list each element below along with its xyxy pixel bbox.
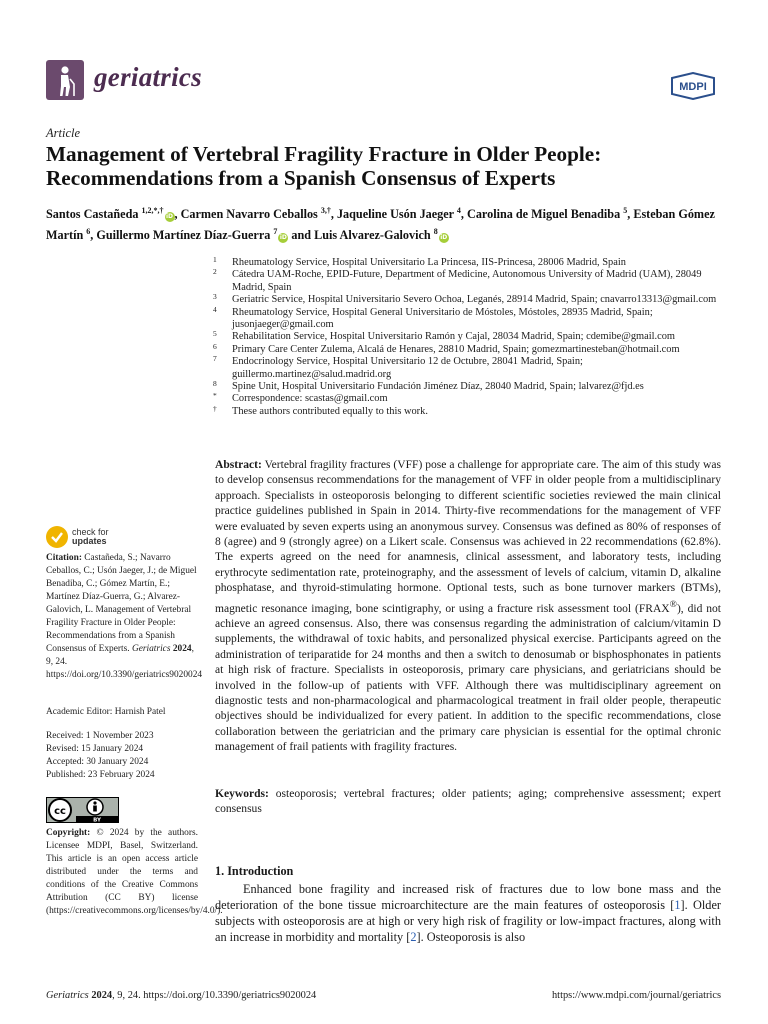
keywords-label: Keywords: — [215, 788, 269, 800]
affiliation-number: 6 — [213, 341, 217, 351]
affiliation-item — [213, 331, 733, 343]
affiliation-text: Rheumatology Service, Hospital Universitario La Princesa, IIS-Princesa, 28006 Madrid, Spain — [232, 257, 626, 268]
affiliation-item — [213, 381, 733, 393]
affiliation-text: Rehabilitation Service, Hospital Universitario Ramón y Cajal, 28034 Madrid, Spain; cdemibe@gmail.com — [232, 331, 676, 343]
author-name[interactable]: Carmen Navarro Ceballos — [180, 207, 318, 222]
cc-by-text: BY — [93, 817, 101, 823]
footer-journal: Geriatrics — [46, 990, 89, 1001]
affiliation-number: 1 — [213, 255, 217, 264]
author-separator: , — [460, 207, 468, 222]
author-name[interactable]: Luis Alvarez-Galovich — [314, 228, 431, 243]
intro-text-b: ]. Older subjects with osteoporosis are at high or very high risk of fragility or low-impact fractures, along with an increase in morbidity and mortality [ — [215, 898, 721, 944]
affiliation-item — [213, 304, 733, 332]
date-published: Published: 23 February 2024 — [46, 770, 155, 780]
affiliation-number: * — [213, 391, 217, 401]
affiliation-number: 8 — [213, 379, 217, 389]
section-heading-introduction: 1. Introduction — [215, 864, 294, 878]
author-name[interactable]: Jaqueline Usón Jaeger — [336, 207, 454, 222]
citation-year: 2024 — [170, 644, 192, 654]
author-name[interactable]: Carolina de Miguel Benadiba — [467, 207, 621, 222]
mdpi-logo[interactable] — [666, 72, 720, 100]
date-received: Received: 1 November 2023 — [46, 731, 154, 741]
introduction-paragraph — [215, 881, 721, 945]
citation-doi[interactable]: , 9, 24. https://doi.org/10.3390/geriatrics9020024 — [46, 644, 203, 680]
check-updates-line2: updates — [72, 536, 107, 546]
abstract-label: Abstract: — [215, 459, 262, 471]
orcid-icon[interactable]: iD — [279, 234, 287, 242]
frax-registered-mark: ® — [669, 598, 677, 610]
author-separator: , — [627, 207, 634, 222]
author-name[interactable]: Santos Castañeda — [46, 207, 139, 222]
reference-link-2[interactable]: 2 — [410, 930, 417, 944]
affiliation-number: 2 — [213, 267, 217, 277]
keywords-text: osteoporosis; vertebral fractures; older patients; aging; comprehensive assessment; expert consensus — [215, 788, 721, 816]
article-title: Management of Vertebral Fragility Fracture in Older People: Recommendations from a Spanish Consensus of Experts — [46, 142, 602, 190]
affiliation-number: 4 — [213, 304, 217, 314]
author-affiliation-marker: 3,† — [320, 206, 331, 215]
author-affiliation-marker: 5 — [623, 206, 628, 215]
affiliation-item — [213, 393, 733, 405]
date-revised: Revised: 15 January 2024 — [46, 744, 144, 754]
affiliation-number: 5 — [213, 329, 217, 339]
svg-text:cc: cc — [54, 806, 66, 817]
copyright-label: Copyright: — [46, 828, 91, 838]
article-type: Article — [46, 126, 81, 140]
author-separator: and — [288, 228, 315, 243]
affiliations-list — [213, 257, 733, 418]
affiliation-item — [213, 356, 733, 381]
abstract — [215, 458, 721, 756]
journal-name[interactable]: geriatrics — [94, 62, 202, 92]
orcid-icon[interactable]: iD — [440, 234, 448, 242]
affiliation-item — [213, 403, 733, 418]
affiliation-text: Endocrinology Service, Hospital Universitario 12 de Octubre, 28041 Madrid, Spain; guillermo.martinez@salud.madrid.org — [232, 356, 583, 380]
check-for-updates-badge[interactable] — [46, 526, 126, 548]
affiliation-item — [213, 294, 733, 306]
journal-logo — [46, 60, 84, 100]
footer-doi[interactable]: , 9, 24. https://doi.org/10.3390/geriatrics9020024 — [112, 990, 317, 1001]
academic-editor: Academic Editor: Harnish Patel — [46, 707, 166, 717]
affiliation-text: Rheumatology Service, Hospital General Universitario de Móstoles, Móstoles, 28935 Madrid, Spain; jusonjaeger@gmail.com — [232, 306, 653, 331]
check-updates-icon — [46, 526, 68, 548]
orcid-icon[interactable]: iD — [165, 213, 174, 221]
intro-text-a: Enhanced bone fragility and increased risk of fractures due to low bone mass and the deterioration of the bone tissue microarchitecture are the main features of osteoporosis [ — [215, 882, 721, 912]
abstract-text-part2: ), did not achieve an agreed consensus. Also, there was consensus regarding the administration of calcium/vitamin D supplements, the withdrawal of toxic habits, and personalized physical exercise. Participants agreed on the administration of teriparatide for 24 months and then a switch to denosumab or bisphosphonates in patients at high risk of fracture. Specialists in osteoporosis, primary care physicians, and geriatricians should be involved in the follow-up of patients with VFF. Although there was multidisciplinary agreement on diagnostic tests and non-pharmacological and pharmacological treatment in frail older people, therapeutic objectives should be individualized for every patient. In addition to the specific recommendations, close collaboration between the geriatrician and the primary care physician is essential for the optimal chronic management of frail patients with fragility fractures. — [215, 602, 722, 754]
affiliation-text: Cátedra UAM-Roche, EPID-Future, Department of Medicine, Autonomous University of Madrid (UAM), 28049 Madrid, Spain — [232, 269, 702, 293]
check-updates-line1: check for — [72, 527, 109, 537]
affiliation-text: Primary Care Center Zulema, Alcalá de Henares, 28810 Madrid, Spain; gomezmartinesteban@hotmail.com — [232, 343, 680, 355]
author-name[interactable]: Guillermo Martínez Díaz-Guerra — [96, 228, 271, 243]
citation-text: Castañeda, S.; Navarro Ceballos, C.; Usón Jaeger, J.; de Miguel Benadiba, C.; Gómez Martín, E.; Martínez Díaz-Guerra, G.; Alvarez-Galovich, L. Management of Vertebral Fragility Fracture in Older People: Recommendations from a Spanish Consensus of Experts. — [46, 553, 197, 654]
author-affiliation-marker: 6 — [86, 227, 91, 237]
author-list — [46, 202, 736, 244]
reference-link-1[interactable]: 1 — [674, 898, 681, 912]
citation-block — [46, 552, 203, 682]
author-affiliation-marker: 1,2,*,† — [141, 206, 164, 215]
author-name[interactable]: Esteban Gómez Martín — [46, 207, 715, 243]
footer-journal-url[interactable]: https://www.mdpi.com/journal/geriatrics — [551, 990, 721, 1001]
copyright-notice — [46, 827, 223, 918]
author-separator: , — [330, 207, 337, 222]
intro-text-c: ]. Osteoporosis is also — [416, 930, 526, 944]
author-separator: , — [174, 207, 181, 222]
affiliation-item — [213, 257, 733, 269]
author-affiliation-marker: 4 — [456, 206, 461, 215]
affiliation-item — [213, 341, 733, 356]
author-affiliation-marker: 8 — [433, 227, 438, 237]
affiliation-text: These authors contributed equally to this work. — [232, 405, 428, 417]
affiliation-text: Spine Unit, Hospital Universitario Fundación Jiménez Díaz, 28040 Madrid, Spain; lalvarez@fjd.es — [232, 381, 644, 393]
copyright-text: © 2024 by the authors. Licensee MDPI, Basel, Switzerland. This article is an open access article distributed under the terms and conditions of the Creative Commons Attribution (CC BY) license (https://creativecommons.org/licenses/by/4.0/). — [46, 828, 223, 916]
publication-dates — [46, 730, 198, 782]
abstract-text-part1: Vertebral fragility fractures (VFF) pose a challenge for appropriate care. The aim of this study was to develop consensus recommendations for the management of VFF in older people from a multidisciplinary approach. Specialists in osteoporosis belonging to different scientific societies reviewed the main clinical practice guidelines published in Spain in 2014. Thirty-five recommendations for the management of VFF were evaluated by seven experts using an anonymous survey. Consensus was defined as 80% of responses of 8 (agree) and 9 (strongly agree) on a Likert scale. Consensus was achieved in 22 recommendations (62.8%). The experts agreed on the need for anamnesis, clinical assessment, and laboratory tests, including erythrocyte sedimentation rate, proteinography, and the assessment of levels of calcium, vitamin D, alkaline phosphatase, and thyroid-stimulating hormone. Optional tests, such as bone turnover markers (BTMs), magnetic resonance imaging, bone scintigraphy, or using a fracture risk assessment tool (FRAX — [215, 459, 721, 615]
affiliation-number: † — [213, 403, 217, 413]
footer-citation — [46, 990, 316, 1001]
elderly-figure-icon — [46, 60, 84, 100]
date-accepted: Accepted: 30 January 2024 — [46, 757, 149, 767]
cc-by-license-badge[interactable] — [46, 797, 119, 823]
affiliation-text: Correspondence: scastas@gmail.com — [232, 393, 388, 405]
mdpi-logo-text: MDPI — [679, 81, 707, 93]
affiliation-item — [213, 269, 733, 294]
citation-journal: Geriatrics — [131, 644, 171, 654]
author-affiliation-marker: 7 — [273, 227, 278, 237]
affiliation-number: 7 — [213, 354, 217, 364]
author-separator: , — [90, 228, 97, 243]
keywords — [215, 787, 721, 818]
citation-label: Citation: — [46, 553, 82, 563]
affiliation-number: 3 — [213, 292, 217, 302]
footer-year: 2024 — [88, 990, 113, 1001]
affiliation-text: Geriatric Service, Hospital Universitario Severo Ochoa, Leganés, 28914 Madrid, Spain; cnavarro13313@gmail.com — [232, 294, 717, 306]
